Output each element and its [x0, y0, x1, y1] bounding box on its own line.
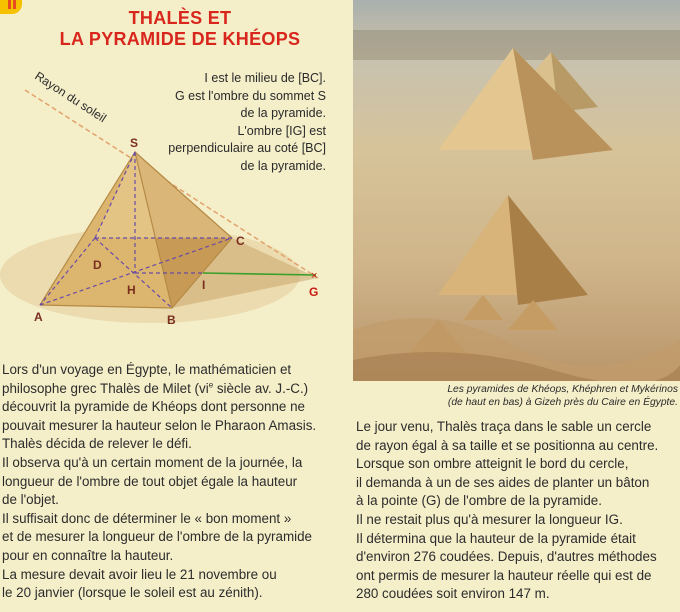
text-line: de l'objet.: [2, 492, 59, 508]
diagram-legend: [150, 70, 326, 176]
text-line: pour en connaître la hauteur.: [2, 547, 174, 563]
text-line: ont permis de mesurer la hauteur réelle qui est de: [356, 567, 652, 583]
text-line: Lorsque son ombre atteignit le bord du cercle,: [356, 456, 629, 472]
point-c-label: C: [236, 234, 245, 248]
legend-line: perpendiculaire au coté [BC]: [168, 141, 326, 156]
point-g-mark: ×: [311, 270, 318, 282]
legend-line: de la pyramide.: [240, 158, 326, 173]
point-i-label: I: [202, 278, 206, 292]
text-line: 280 coudées soit environ 147 m.: [356, 586, 550, 602]
legend-line: L'ombre [IG] est: [237, 123, 326, 138]
point-h-label: H: [127, 283, 136, 297]
title-line-2: LA PYRAMIDE DE KHÉOPS: [59, 29, 301, 49]
caption-line: (de haut en bas) à Gizeh près du Caire en Égypte.: [447, 397, 678, 408]
point-a-label: A: [34, 310, 43, 324]
point-b-label: B: [167, 313, 176, 327]
text-line: Thalès décida de relever le défi.: [2, 436, 192, 452]
story-left-column: [2, 361, 344, 603]
text-line: Il détermina que la hauteur de la pyramide était: [356, 530, 636, 546]
text-line: et de mesurer la longueur de l'ombre de la pyramide: [2, 529, 312, 545]
pyramids-illustration: [353, 0, 680, 381]
text-line: d'environ 276 coudées. Depuis, d'autres méthodes: [356, 549, 657, 565]
chapter-tab-marker: [0, 0, 22, 14]
point-s-label: S: [130, 136, 139, 150]
text-line: Le jour venu, Thalès traça dans le sable un cercle: [356, 419, 652, 434]
text-line: Il observa qu'à un certain moment de la journée, la: [2, 454, 303, 470]
caption-line: Les pyramides de Khéops, Khéphren et Mykérinos: [447, 384, 678, 395]
text-line: de rayon égal à sa taille et se positionna au centre.: [356, 437, 659, 453]
text-line: il demanda à un de ses aides de planter un bâton: [356, 474, 650, 490]
sun-ray-label: Rayon du soleil: [32, 68, 109, 126]
text-line: La mesure devait avoir lieu le 21 novembre ou: [2, 566, 277, 582]
century-superscript: e: [208, 380, 214, 390]
text-line: Lors d'un voyage en Égypte, le mathématicien et: [2, 362, 292, 377]
title-line-1: THALÈS ET: [128, 8, 232, 28]
text-segment: siècle av. J.-C.): [213, 380, 309, 396]
text-line: Il ne restait plus qu'à mesurer la longueur IG.: [356, 511, 623, 527]
point-g-label: G: [309, 285, 319, 299]
text-line: Il suffisait donc de déterminer le « bon moment »: [2, 510, 292, 526]
legend-line: G est l'ombre du sommet S: [174, 88, 326, 103]
legend-line: I est le milieu de [BC].: [204, 71, 326, 85]
story-right-column: [356, 418, 678, 604]
text-line: découvrit la pyramide de Khéops dont personne ne: [2, 399, 305, 415]
page-title: [30, 8, 330, 50]
text-segment: philosophe grec Thalès de Milet (vi: [2, 380, 209, 396]
point-d-label: D: [93, 258, 102, 272]
text-line: le 20 janvier (lorsque le soleil est au zénith).: [2, 585, 263, 601]
text-line: [2, 380, 344, 399]
text-line: à la pointe (G) de l'ombre de la pyramide.: [356, 493, 602, 509]
legend-line: de la pyramide.: [240, 106, 326, 121]
text-line: longueur de l'ombre de tout objet égale la hauteur: [2, 473, 298, 489]
pyramids-photo: [353, 0, 680, 381]
photo-caption: [356, 383, 678, 409]
text-line: pouvait mesurer la hauteur selon le Pharaon Amasis.: [2, 417, 317, 433]
